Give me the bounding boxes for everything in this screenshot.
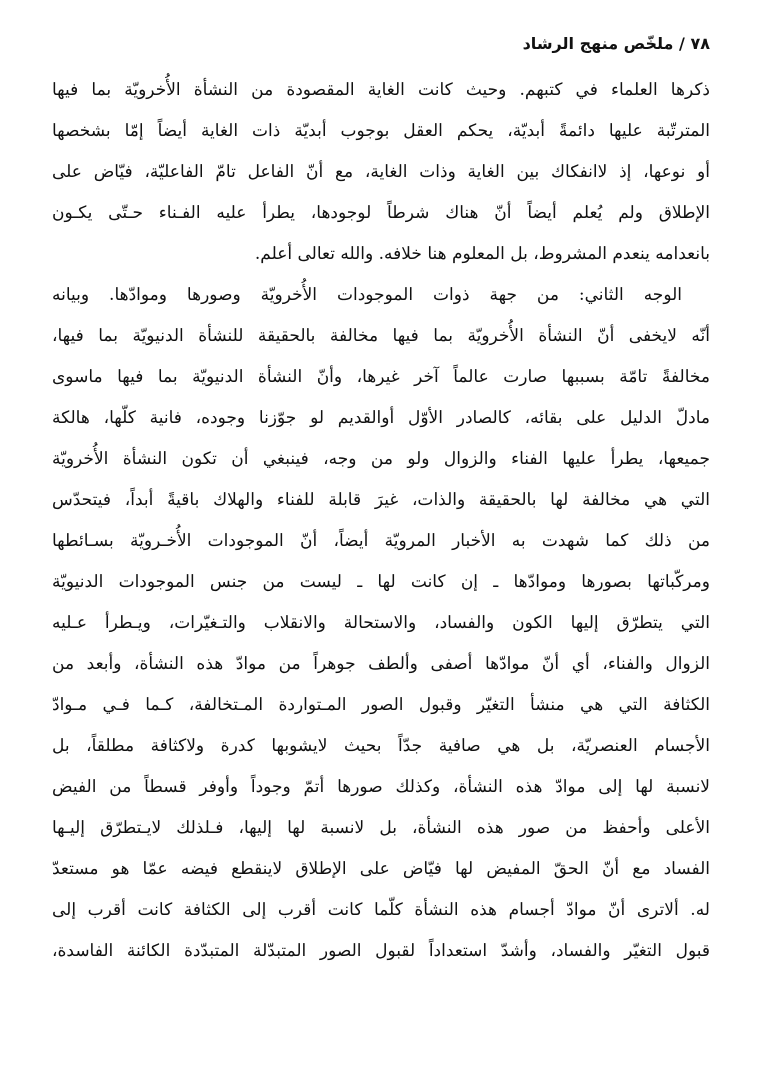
body-text: [52, 70, 710, 972]
text-line: الوجه الثاني: من جهة ذوات الموجودات الأُخرويّة وصورها وموادّها. وبيانه: [52, 285, 682, 305]
text-line: من ذلك كما شهدت به الأخبار المرويّة أيضاً، أنّ الموجودات الأُخـرويّة بسـائطها: [52, 531, 710, 551]
page-number: ٧٨: [690, 34, 710, 53]
text-line: مخالفةً تامّة بسببها صارت عالماً آخر غيرها، وأنّ النشأة الدنيويّة بما فيها ماسوى: [52, 367, 710, 387]
text-line: قبول التغيّر والفساد، وأشدّ استعداداً لقبول الصور المتبدّلة المتبدّدة الكائنة الفاسدة،: [52, 941, 710, 961]
text-line: له. ألاترى أنّ موادّ أجسام هذه النشأة كلّما كانت أقرب إلى الكثافة كانت أقرب إلى: [52, 900, 710, 920]
book-title: ملخّص منهج الرشاد: [522, 34, 674, 53]
text-line: بانعدامه ينعدم المشروط، بل المعلوم هنا خلافه. والله تعالى أعلم.: [254, 244, 710, 264]
text-line: ومركّباتها بصورها وموادّها ـ إن كانت لها ـ ليست من جنس الموجودات الدنيويّة: [52, 572, 710, 592]
text-line: المترتّبة عليها دائمةً أبديّة، يحكم العقل بوجوب أبديّة ذات الغاية أيضاً إمّا بشخصها: [52, 121, 710, 141]
text-line: جميعها، يطرأ عليها الفناء والزوال ولو من وجه، فينبغي أن تكون النشأة الأُخرويّة: [52, 449, 710, 469]
text-line: الإطلاق ولم يُعلم أيضاً أنّ هناك شرطاً لوجودها، يطرأ عليه الفـناء حـتّى يكـون: [52, 203, 710, 223]
text-line: الكثافة التي هي منشأ التغيّر وقبول الصور المـتواردة المـتخالفة، كـما فـي مـوادّ: [52, 695, 710, 715]
running-head: [52, 30, 710, 58]
text-line: الأجسام العنصريّة، بل هي صافية جدّاً بحيث لايشوبها كدرة ولاكثافة مطلقاً، بل: [52, 736, 710, 756]
text-line: أنّه لايخفى أنّ النشأة الأُخرويّة بما فيها مخالفة بالحقيقة للنشأة الدنيويّة بما فيها،: [52, 326, 710, 346]
text-line: ذكرها العلماء في كتبهم. وحيث كانت الغاية المقصودة من النشأة الأُخرويّة بما فيها: [52, 80, 710, 100]
text-line: الفساد مع أنّ الحقّ المفيض لها فيّاض على الإطلاق لاينقطع فيضه عمّا هو مستعدّ: [52, 859, 710, 879]
text-line: الزوال والفناء، أي أنّ موادّها أصفى وألطف جوهراً من موادّ هذه النشأة، وأبعد من: [52, 654, 710, 674]
header-separator: /: [679, 34, 685, 53]
text-line: التي يتطرّق إليها الكون والفساد، والاستحالة والانقلاب والتـغيّرات، ويـطرأ عـليه: [52, 613, 710, 633]
text-line: أو نوعها، إذ لاانفكاك بين الغاية وذات الغاية، مع أنّ الفاعل تامّ الفاعليّة، فيّاض على: [52, 162, 710, 182]
text-line: لانسبة لها إلى موادّ هذه النشأة، وكذلك صورها أتمّ وجوداً وأوفر قسطاً من الفيض: [52, 777, 710, 797]
text-line: الأعلى وأحفظ من صور هذه النشأة، بل لانسبة لها إليها، فـلذلك لايـتطرّق إليـها: [52, 818, 710, 838]
text-line: التي هي مخالفة لها بالحقيقة والذات، غيرَ قابلة للفناء والهلاك باقيةً أبداً، فيتحدّس: [52, 490, 710, 510]
text-line: مادلّ الدليل على بقائه، كالصادر الأوّل أوالقديم لو جوّزنا وجوده، فانية كلّها، هالكة: [52, 408, 710, 428]
